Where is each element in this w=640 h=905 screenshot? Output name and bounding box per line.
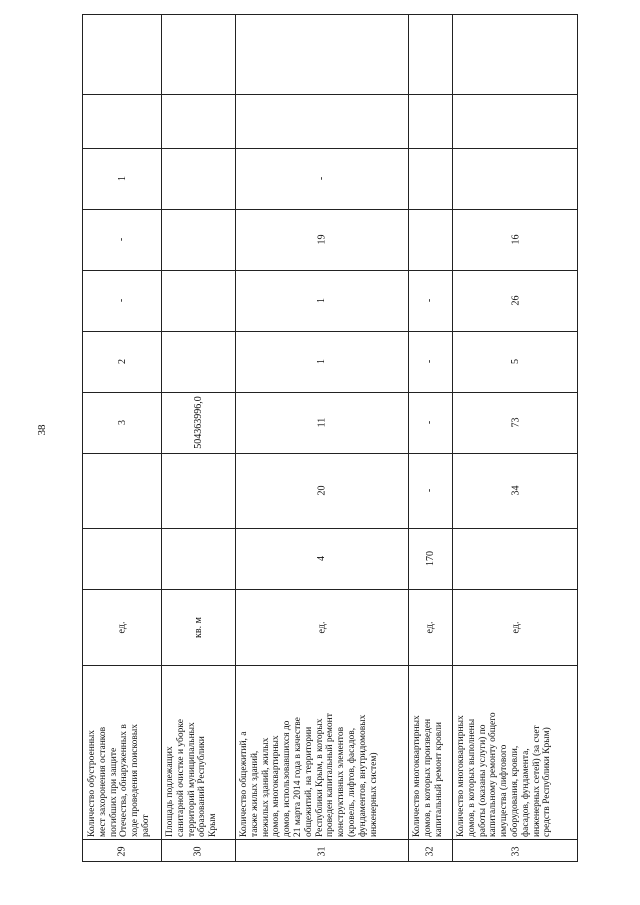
description-line: домов, в которых произведен [422,718,433,837]
value-cell [83,148,161,209]
value-cell-text: - [424,488,436,493]
value-cell [83,270,161,331]
unit-cell [408,589,452,665]
unit-cell [235,589,408,665]
value-cell [408,528,452,589]
unit-cell-text: ед. [316,621,327,633]
description-line: Количество многоквартирных [412,715,422,837]
description-line: оборудования, кровли, [509,745,520,837]
row-number-cell-text: 32 [424,846,436,856]
value-cell-text: - [424,359,436,364]
value-cell-text: 11 [315,417,327,428]
description-line: Количество общежитий, а [239,731,249,837]
value-cell-text: 1 [116,176,128,181]
row-number-cell [452,839,579,863]
value-cell [83,209,161,270]
description-line: имущества (лифтового [499,744,510,837]
description-line: нежилых зданий, жилых [260,737,271,837]
unit-cell-text: ед. [116,621,128,633]
value-cell [161,392,235,453]
description-line: фундаментов, внутридомовых [357,714,368,837]
description-line: проведен капитальный ремонт [325,713,336,837]
description-line: домов, многоквартирных [271,735,282,837]
row-number-cell-text: 30 [192,846,204,856]
description-line: капитальный ремонт кровли [433,722,444,837]
row-number-cell-text: 33 [510,846,521,856]
value-cell-text: 19 [316,234,327,245]
value-cell-text: - [116,237,128,242]
value-cell [452,392,579,453]
value-cell-text: - [424,298,436,303]
value-cell [452,209,579,270]
value-cell-text: - [116,298,128,303]
value-cell [235,528,408,589]
description-line: фасадов, фундамента, [520,748,531,837]
row-number-cell [83,839,161,863]
description-line: Количество обустроенных [87,729,97,837]
value-cell-text: 170 [424,551,436,566]
row-number-cell-text: 31 [316,846,327,856]
description-line: погибших при защите [108,747,119,837]
description-line: Количество многоквартирных [456,715,466,837]
value-cell-text: 1 [316,298,327,303]
unit-cell [83,589,161,665]
column-divider [83,94,577,95]
unit-cell-text: кв. м [192,616,204,638]
value-cell [83,331,161,392]
column-divider [83,665,577,666]
description-line: мест захоронения останков [97,726,108,837]
unit-cell [161,589,235,665]
indicator-description [412,667,444,837]
value-cell-text: 4 [316,556,327,561]
value-cell [408,270,452,331]
unit-cell [452,589,579,665]
value-cell-text: 3 [116,420,128,425]
row-number-cell [161,839,235,863]
description-line: работы (оказаны услуги) по [477,724,488,837]
page-number: 38 [36,424,48,436]
description-line: Отечества, обнаруженных в [119,724,130,837]
value-cell [408,392,452,453]
indicators-table [82,14,578,862]
value-cell [408,453,452,528]
value-cell [235,209,408,270]
description-line: домов, в которых выполнены [466,718,477,837]
value-cell [83,392,161,453]
value-cell-text: 16 [510,234,521,245]
description-line: общежитий, на территории [303,726,314,837]
description-line: Площадь подлежащих [165,746,175,837]
value-cell-text: 73 [510,417,521,428]
description-line: 21 марта 2014 года в качестве [292,717,303,837]
value-cell [235,270,408,331]
row-number-cell-text: 29 [116,846,128,856]
description-line: санитарной очистке и уборке [175,719,186,837]
value-cell-text: - [316,176,327,181]
value-cell-text: 5 [510,359,521,364]
description-line: территорий муниципальных [186,722,197,837]
value-cell [452,453,579,528]
unit-cell-text: ед. [424,621,436,633]
indicator-description [456,667,553,837]
description-line: инженерных систем) [368,752,379,837]
indicator-description [87,667,152,837]
description-line: работ [140,814,151,837]
description-line: капитальному ремонту общего [488,712,499,837]
value-cell-text: - [424,420,436,425]
value-cell-text: 20 [316,485,327,496]
value-cell [452,331,579,392]
row-number-cell [408,839,452,863]
description-line: также жилых зданий, [249,750,260,837]
description-line: Республики Крым, в которых [314,718,325,837]
description-line: инженерных сетей) (за счет [531,725,542,837]
value-cell [235,453,408,528]
description-line: ходе проведения поисковых [130,724,141,837]
description-line: конструктивных элементов [336,726,347,837]
indicator-description [239,667,379,837]
row-number-cell [235,839,408,863]
value-cell [235,392,408,453]
value-cell-text: 1 [316,359,327,364]
value-cell [452,270,579,331]
value-cell-text: 34 [510,485,521,496]
description-line: (кровель, лифтов, фасадов, [346,727,357,837]
description-line: образований Республики [197,736,208,837]
description-line: домов, использовавшихся до [282,720,293,837]
value-cell-text: 26 [510,295,521,306]
value-cell [235,331,408,392]
value-cell-text: 504363996,0 [192,396,204,449]
indicator-description [165,667,219,837]
unit-cell-text: ед. [510,621,521,633]
value-cell [408,331,452,392]
value-cell [235,148,408,209]
description-line: Крым [208,813,219,837]
description-line: средств Республики Крым) [542,727,553,837]
value-cell-text: 2 [116,359,128,364]
